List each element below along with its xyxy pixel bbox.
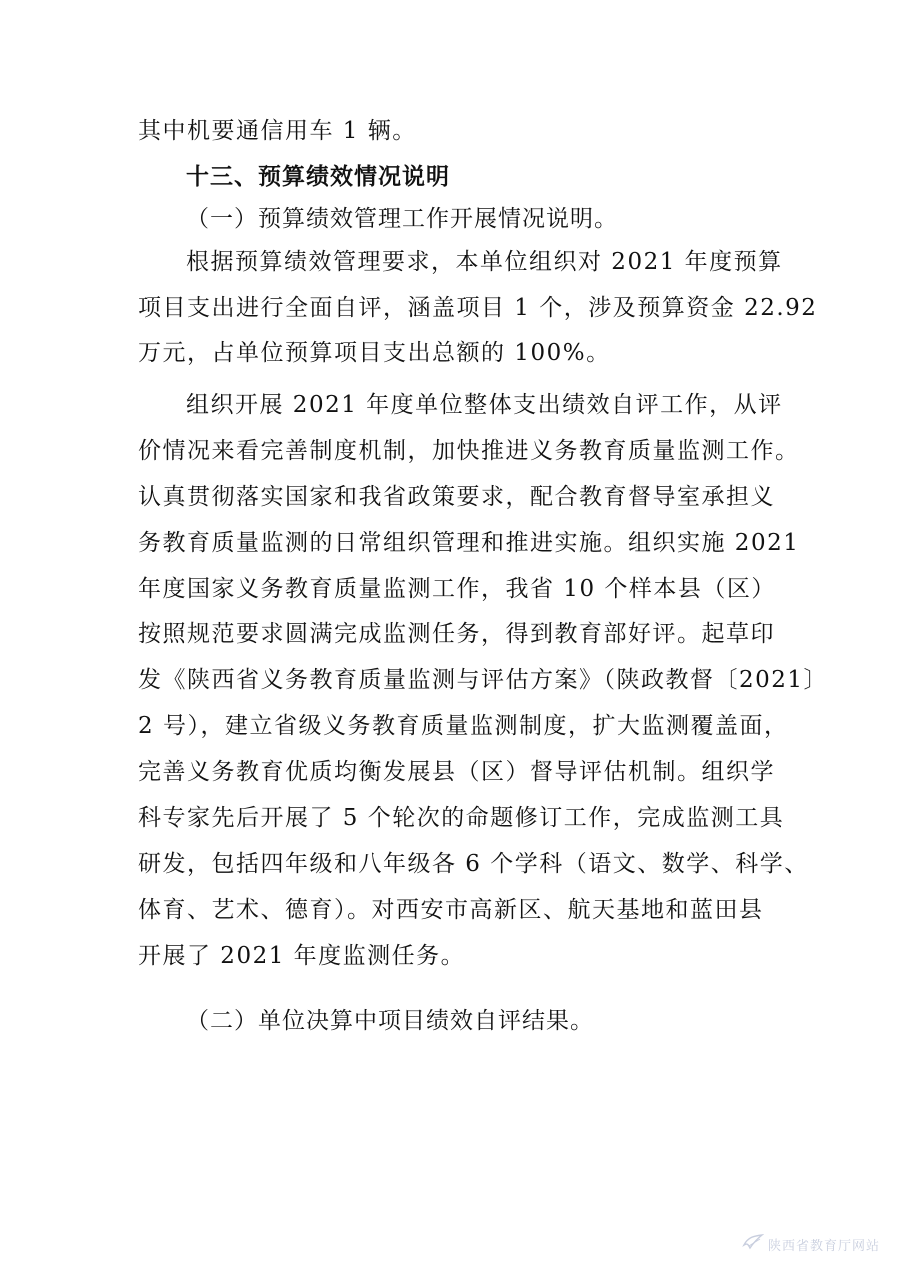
site-watermark — [742, 1233, 880, 1255]
paragraph-2-line-13: 开展了 2021 年度监测任务。 — [138, 943, 466, 969]
paragraph-2-line-2: 价情况来看完善制度机制，加快推进义务教育质量监测工作。 — [138, 438, 800, 464]
paragraph-2-line-10: 科专家先后开展了 5 个轮次的命题修订工作，完成监测工具 — [138, 805, 785, 831]
paragraph-1-line-3: 万元，占单位预算项目支出总额的 100%。 — [138, 340, 611, 366]
subsection-heading-2: （二）单位决算中项目绩效自评结果。 — [186, 1008, 594, 1034]
paragraph-2-line-5: 年度国家义务教育质量监测工作，我省 10 个样本县（区） — [138, 576, 776, 602]
paragraph-1-line-1: 根据预算绩效管理要求，本单位组织对 2021 年度预算 — [186, 249, 783, 275]
paragraph-2-line-8: 2 号），建立省级义务教育质量监测制度，扩大监测覆盖面， — [138, 713, 789, 739]
paragraph-2-line-6: 按照规范要求圆满完成监测任务，得到教育部好评。起草印 — [138, 621, 775, 647]
paragraph-1-line-2: 项目支出进行全面自评，涵盖项目 1 个，涉及预算资金 22.92 — [138, 295, 818, 321]
section-heading: 十三、预算绩效情况说明 — [186, 164, 450, 190]
watermark-text: 陕西省教育厅网站 — [767, 1238, 880, 1254]
paragraph-2-line-12: 体育、艺术、德育）。对西安市高新区、航天基地和蓝田县 — [138, 897, 764, 923]
bird-logo-icon — [742, 1233, 764, 1255]
paragraph-2-line-9: 完善义务教育优质均衡发展县（区）督导评估机制。组织学 — [138, 759, 775, 785]
paragraph-2-line-1: 组织开展 2021 年度单位整体支出绩效自评工作，从评 — [186, 392, 783, 418]
body-line-vehicle: 其中机要通信用车 1 辆。 — [138, 118, 417, 144]
paragraph-2-line-11: 研发，包括四年级和八年级各 6 个学科（语文、数学、科学、 — [138, 851, 809, 877]
paragraph-2-line-7: 发《陕西省义务教育质量监测与评估方案》（陕政教督〔2021〕 — [138, 667, 829, 693]
paragraph-2-line-4: 务教育质量监测的日常组织管理和推进实施。组织实施 2021 — [138, 530, 800, 556]
paragraph-2-line-3: 认真贯彻落实国家和我省政策要求，配合教育督导室承担义 — [138, 484, 775, 510]
subsection-heading-1: （一）预算绩效管理工作开展情况说明。 — [186, 206, 618, 232]
